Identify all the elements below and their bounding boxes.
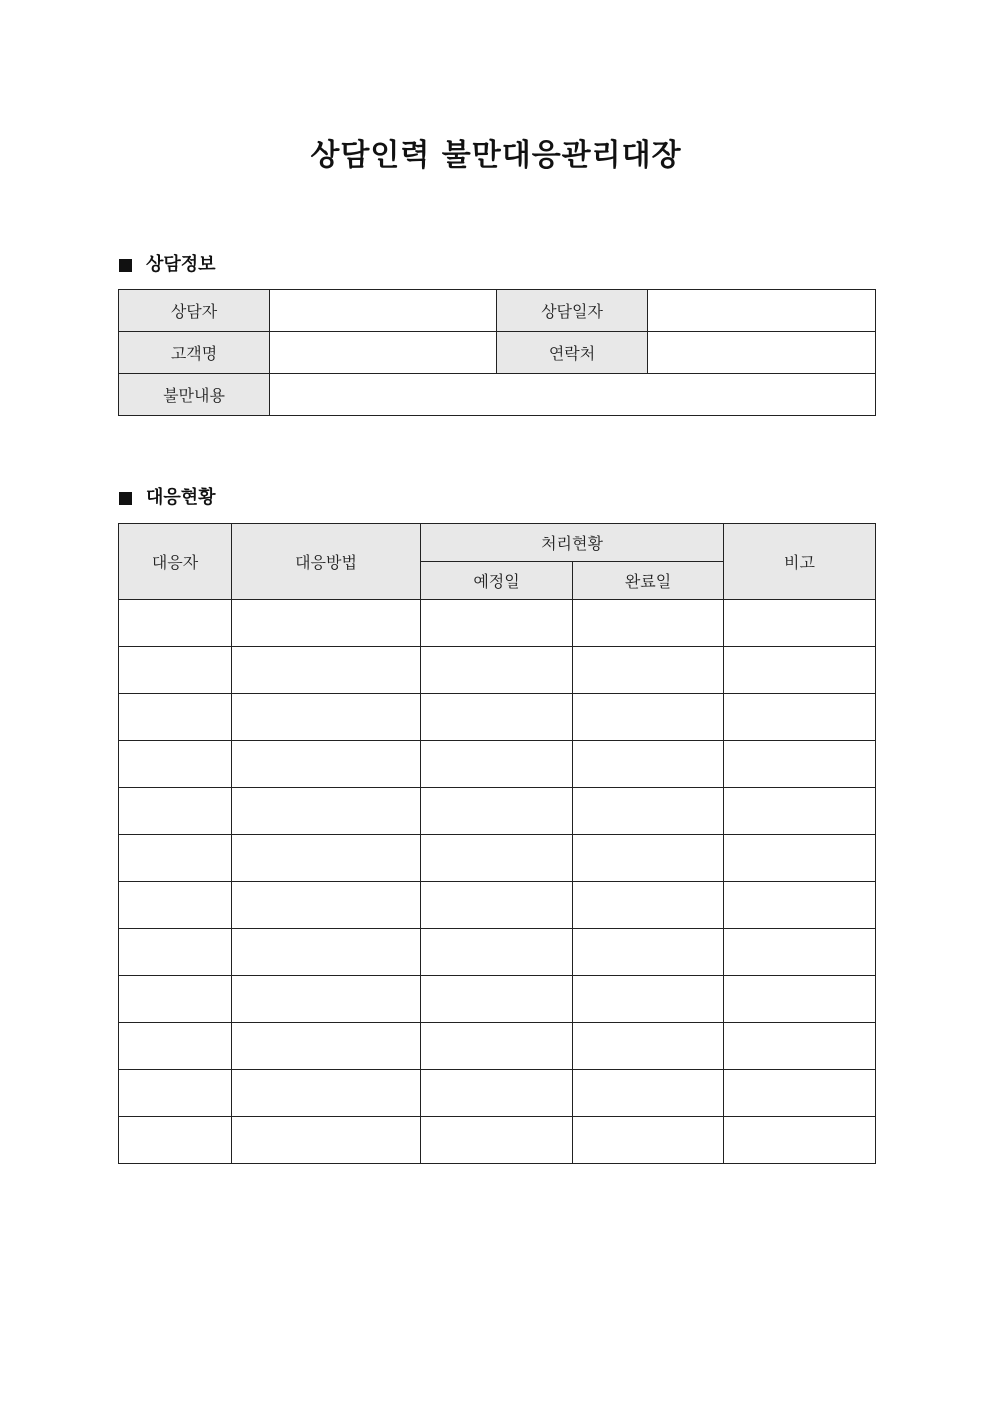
scheduled-date-cell[interactable]	[421, 1117, 573, 1164]
responder-cell[interactable]	[119, 600, 232, 647]
completion-date-cell[interactable]	[573, 835, 724, 882]
table-row	[119, 600, 876, 647]
document-title: 상담인력 불만대응관리대장	[310, 138, 682, 173]
method-cell[interactable]	[232, 929, 421, 976]
column-header-method: 대응방법	[232, 524, 421, 600]
table-row	[119, 882, 876, 929]
scheduled-date-cell[interactable]	[421, 788, 573, 835]
table-row	[119, 929, 876, 976]
method-cell[interactable]	[232, 694, 421, 741]
customer-name-label: 고객명	[119, 332, 270, 374]
scheduled-date-cell[interactable]	[421, 694, 573, 741]
remarks-cell[interactable]	[724, 1070, 876, 1117]
method-cell[interactable]	[232, 647, 421, 694]
method-cell[interactable]	[232, 788, 421, 835]
method-cell[interactable]	[232, 600, 421, 647]
scheduled-date-cell[interactable]	[421, 882, 573, 929]
customer-name-field[interactable]	[270, 332, 497, 374]
responder-cell[interactable]	[119, 976, 232, 1023]
table-row	[119, 1023, 876, 1070]
method-cell[interactable]	[232, 1023, 421, 1070]
consultant-field[interactable]	[270, 290, 497, 332]
responder-cell[interactable]	[119, 1117, 232, 1164]
column-header-processing: 처리현황	[421, 524, 724, 562]
response-status-table	[118, 523, 876, 1164]
table-row	[119, 835, 876, 882]
remarks-cell[interactable]	[724, 835, 876, 882]
responder-cell[interactable]	[119, 835, 232, 882]
scheduled-date-cell[interactable]	[421, 1023, 573, 1070]
responder-cell[interactable]	[119, 882, 232, 929]
responder-cell[interactable]	[119, 694, 232, 741]
method-cell[interactable]	[232, 1070, 421, 1117]
table-row	[119, 976, 876, 1023]
remarks-cell[interactable]	[724, 1117, 876, 1164]
scheduled-date-cell[interactable]	[421, 835, 573, 882]
column-header-responder: 대응자	[119, 524, 232, 600]
method-cell[interactable]	[232, 1117, 421, 1164]
responder-cell[interactable]	[119, 647, 232, 694]
table-row	[119, 1070, 876, 1117]
square-bullet-icon	[119, 492, 132, 505]
responder-cell[interactable]	[119, 929, 232, 976]
scheduled-date-cell[interactable]	[421, 600, 573, 647]
table-row	[119, 647, 876, 694]
column-header-completion-date: 완료일	[573, 562, 724, 600]
contact-field[interactable]	[648, 332, 876, 374]
responder-cell[interactable]	[119, 788, 232, 835]
remarks-cell[interactable]	[724, 647, 876, 694]
table-row	[119, 1117, 876, 1164]
completion-date-cell[interactable]	[573, 788, 724, 835]
square-bullet-icon	[119, 259, 132, 272]
completion-date-cell[interactable]	[573, 647, 724, 694]
remarks-cell[interactable]	[724, 976, 876, 1023]
scheduled-date-cell[interactable]	[421, 1070, 573, 1117]
column-header-scheduled-date: 예정일	[421, 562, 573, 600]
table-row	[119, 741, 876, 788]
scheduled-date-cell[interactable]	[421, 647, 573, 694]
table-row	[119, 694, 876, 741]
scheduled-date-cell[interactable]	[421, 929, 573, 976]
completion-date-cell[interactable]	[573, 1023, 724, 1070]
completion-date-cell[interactable]	[573, 882, 724, 929]
section-heading-consultation-info	[119, 253, 216, 277]
remarks-cell[interactable]	[724, 741, 876, 788]
scheduled-date-cell[interactable]	[421, 976, 573, 1023]
contact-label: 연락처	[497, 332, 648, 374]
section-heading-response-status	[119, 486, 216, 510]
completion-date-cell[interactable]	[573, 1117, 724, 1164]
responder-cell[interactable]	[119, 1023, 232, 1070]
completion-date-cell[interactable]	[573, 600, 724, 647]
section-heading-label: 대응현황	[146, 487, 216, 508]
completion-date-cell[interactable]	[573, 741, 724, 788]
consult-date-label: 상담일자	[497, 290, 648, 332]
table-row	[119, 788, 876, 835]
responder-cell[interactable]	[119, 1070, 232, 1117]
section-heading-label: 상담정보	[146, 254, 216, 275]
complaint-label: 불만내용	[119, 374, 270, 416]
consult-date-field[interactable]	[648, 290, 876, 332]
column-header-remarks: 비고	[724, 524, 876, 600]
method-cell[interactable]	[232, 976, 421, 1023]
consultant-label: 상담자	[119, 290, 270, 332]
remarks-cell[interactable]	[724, 600, 876, 647]
remarks-cell[interactable]	[724, 788, 876, 835]
responder-cell[interactable]	[119, 741, 232, 788]
method-cell[interactable]	[232, 835, 421, 882]
completion-date-cell[interactable]	[573, 694, 724, 741]
consultation-info-table	[118, 289, 876, 416]
scheduled-date-cell[interactable]	[421, 741, 573, 788]
method-cell[interactable]	[232, 882, 421, 929]
remarks-cell[interactable]	[724, 1023, 876, 1070]
remarks-cell[interactable]	[724, 882, 876, 929]
completion-date-cell[interactable]	[573, 976, 724, 1023]
remarks-cell[interactable]	[724, 694, 876, 741]
completion-date-cell[interactable]	[573, 1070, 724, 1117]
method-cell[interactable]	[232, 741, 421, 788]
complaint-field[interactable]	[270, 374, 876, 416]
completion-date-cell[interactable]	[573, 929, 724, 976]
remarks-cell[interactable]	[724, 929, 876, 976]
